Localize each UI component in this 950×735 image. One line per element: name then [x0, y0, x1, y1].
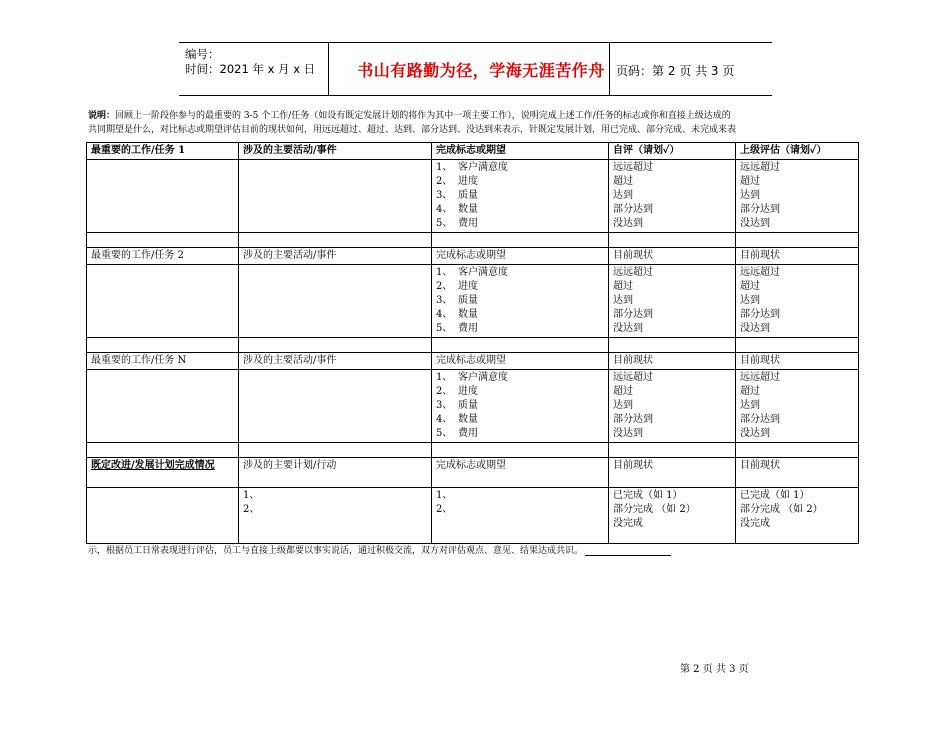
rating-option[interactable]: 部分达到: [613, 414, 653, 425]
task-1-boss-rating-options[interactable]: [736, 160, 859, 233]
list-item: 4、 数量: [436, 309, 478, 320]
rating-option[interactable]: 达到: [613, 400, 633, 411]
evaluation-table: [86, 142, 859, 544]
list-item: 1、: [243, 490, 260, 501]
plan-activities-header: 涉及的主要计划/行动: [239, 458, 432, 488]
instructions-line-2: 共同期望是什么，对比标志或期望评估目前的现状如何，用远远超过、超过、达到、部分达到、没达到来表示，针既定发展计划，用已完成、部分完成、未完成来表: [88, 125, 737, 135]
task-n-notes-cell[interactable]: [87, 370, 239, 443]
task-1-criteria-list: [432, 160, 609, 233]
rating-option[interactable]: 超过: [740, 281, 760, 292]
plan-title: 既定改进/发展计划完成情况: [87, 458, 239, 488]
rating-option[interactable]: 远远超过: [613, 162, 653, 173]
rating-option[interactable]: 部分达到: [740, 309, 780, 320]
plan-actions-list[interactable]: [239, 488, 432, 544]
list-item: 2、 进度: [436, 281, 478, 292]
header-meta: [185, 47, 315, 77]
table-row: [87, 160, 859, 233]
list-item: 1、 客户满意度: [436, 267, 508, 278]
plan-boss-completion-options[interactable]: [736, 488, 859, 544]
list-item: 4、 数量: [436, 204, 478, 215]
date-label: 时间：2021 年 x 月 x 日: [185, 62, 316, 76]
rating-option[interactable]: 远远超过: [613, 372, 653, 383]
footnote: [88, 543, 671, 556]
completion-option[interactable]: 没完成: [613, 518, 643, 529]
rating-option[interactable]: 部分达到: [613, 204, 653, 215]
task-n-activities-cell[interactable]: [239, 370, 432, 443]
self-eval-header: 自评（请划✓）: [609, 143, 736, 160]
rating-option[interactable]: 达到: [613, 190, 633, 201]
rating-option[interactable]: 远远超过: [613, 267, 653, 278]
rating-option[interactable]: 达到: [740, 190, 760, 201]
task-1-activities-cell[interactable]: [239, 160, 432, 233]
rating-option[interactable]: 达到: [740, 400, 760, 411]
header-motto: 书山有路勤为径，学海无涯苦作舟: [357, 61, 605, 80]
task-n-criteria-list: [432, 370, 609, 443]
table-row: [87, 443, 859, 458]
rating-option[interactable]: 没达到: [613, 428, 643, 439]
task-2-criteria-list: [432, 265, 609, 338]
rating-option[interactable]: 没达到: [613, 323, 643, 334]
rating-option[interactable]: 部分达到: [613, 309, 653, 320]
signature-line[interactable]: [585, 546, 671, 556]
page-footer: 第 2 页 共 3 页: [680, 664, 749, 675]
list-item: 5、 费用: [436, 428, 478, 439]
activities-header: 涉及的主要活动/事件: [239, 248, 432, 265]
boss-current-header: 目前现状: [736, 458, 859, 488]
rating-option[interactable]: 没达到: [740, 428, 770, 439]
rating-option[interactable]: 达到: [740, 295, 760, 306]
plan-goals-list[interactable]: [432, 488, 609, 544]
rating-option[interactable]: 远远超过: [740, 372, 780, 383]
list-item: 2、 进度: [436, 176, 478, 187]
rating-option[interactable]: 远远超过: [740, 162, 780, 173]
self-current-header: 目前现状: [609, 248, 736, 265]
self-current-header: 目前现状: [609, 353, 736, 370]
list-item: 5、 费用: [436, 323, 478, 334]
rating-option[interactable]: 超过: [613, 281, 633, 292]
rating-option[interactable]: 超过: [740, 176, 760, 187]
list-item: 2、: [436, 504, 453, 515]
task-2-activities-cell[interactable]: [239, 265, 432, 338]
list-item: 1、: [436, 490, 453, 501]
rating-option[interactable]: 部分达到: [740, 414, 780, 425]
table-row: [87, 458, 859, 488]
completion-option[interactable]: 部分完成 （如 2）: [613, 504, 696, 515]
rating-option[interactable]: 没达到: [740, 218, 770, 229]
list-item: 2、 进度: [436, 386, 478, 397]
task-2-notes-cell[interactable]: [87, 265, 239, 338]
activities-header: 涉及的主要活动/事件: [239, 353, 432, 370]
list-item: 4、 数量: [436, 414, 478, 425]
task-2-self-rating-options[interactable]: [609, 265, 736, 338]
table-row: [87, 143, 859, 160]
table-row: [87, 353, 859, 370]
completion-option[interactable]: 没完成: [740, 518, 770, 529]
instructions: [88, 109, 868, 137]
goal-header: 完成标志或期望: [432, 248, 609, 265]
table-row: [87, 233, 859, 248]
completion-option[interactable]: 已完成（如 1）: [740, 490, 810, 501]
rating-option[interactable]: 超过: [740, 386, 760, 397]
task-2-title: 最重要的工作/任务 2: [87, 248, 239, 265]
self-current-header: 目前现状: [609, 458, 736, 488]
rating-option[interactable]: 没达到: [740, 323, 770, 334]
task-2-boss-rating-options[interactable]: [736, 265, 859, 338]
footnote-text: 示，根据员工日常表现进行评估，员工与直接上级都要以事实说话，通过积极交流，双方对评估观点、意见、结果达成共识。: [88, 546, 584, 556]
list-item: 2、: [243, 504, 260, 515]
list-item: 5、 费用: [436, 218, 478, 229]
goal-header: 完成标志或期望: [432, 458, 609, 488]
boss-current-header: 目前现状: [736, 248, 859, 265]
completion-option[interactable]: 部分完成 （如 2）: [740, 504, 823, 515]
task-1-title: 最重要的工作/任务 1: [87, 143, 239, 160]
rating-option[interactable]: 部分达到: [740, 204, 780, 215]
table-row: [87, 248, 859, 265]
list-item: 3、 质量: [436, 295, 478, 306]
rating-option[interactable]: 超过: [613, 176, 633, 187]
boss-eval-header: 上级评估（请划✓）: [736, 143, 859, 160]
instructions-line-1: 回顾上一阶段你参与的最重要的 3-5 个工作/任务（如设有既定发展计划的将作为其中一项主要工作），说明完成上述工作/任务的标志或你和直接上级达成的: [115, 111, 731, 121]
rating-option[interactable]: 远远超过: [740, 267, 780, 278]
rating-option[interactable]: 没达到: [613, 218, 643, 229]
task-n-title: 最重要的工作/任务 N: [87, 353, 239, 370]
task-n-self-rating-options[interactable]: [609, 370, 736, 443]
list-item: 1、 客户满意度: [436, 162, 508, 173]
list-item: 1、 客户满意度: [436, 372, 508, 383]
table-row: [87, 265, 859, 338]
instructions-label: 说明：: [88, 111, 116, 121]
completion-option[interactable]: 已完成（如 1）: [613, 490, 683, 501]
table-row: [87, 338, 859, 353]
activities-header: 涉及的主要活动/事件: [239, 143, 432, 160]
rating-option[interactable]: 超过: [613, 386, 633, 397]
task-1-self-rating-options[interactable]: [609, 160, 736, 233]
task-1-notes-cell[interactable]: [87, 160, 239, 233]
plan-self-completion-options[interactable]: [609, 488, 736, 544]
goal-header: 完成标志或期望: [432, 143, 609, 160]
header-page-number: 页码：第 2 页 共 3 页: [616, 64, 735, 78]
serial-number-label: 编号：: [185, 47, 220, 61]
plan-notes-cell[interactable]: [87, 488, 239, 544]
header-divider: [328, 43, 329, 95]
table-row: [87, 370, 859, 443]
rating-option[interactable]: 达到: [613, 295, 633, 306]
table-row: [87, 488, 859, 544]
list-item: 3、 质量: [436, 190, 478, 201]
list-item: 3、 质量: [436, 400, 478, 411]
document-header: [179, 42, 772, 96]
task-n-boss-rating-options[interactable]: [736, 370, 859, 443]
goal-header: 完成标志或期望: [432, 353, 609, 370]
boss-current-header: 目前现状: [736, 353, 859, 370]
